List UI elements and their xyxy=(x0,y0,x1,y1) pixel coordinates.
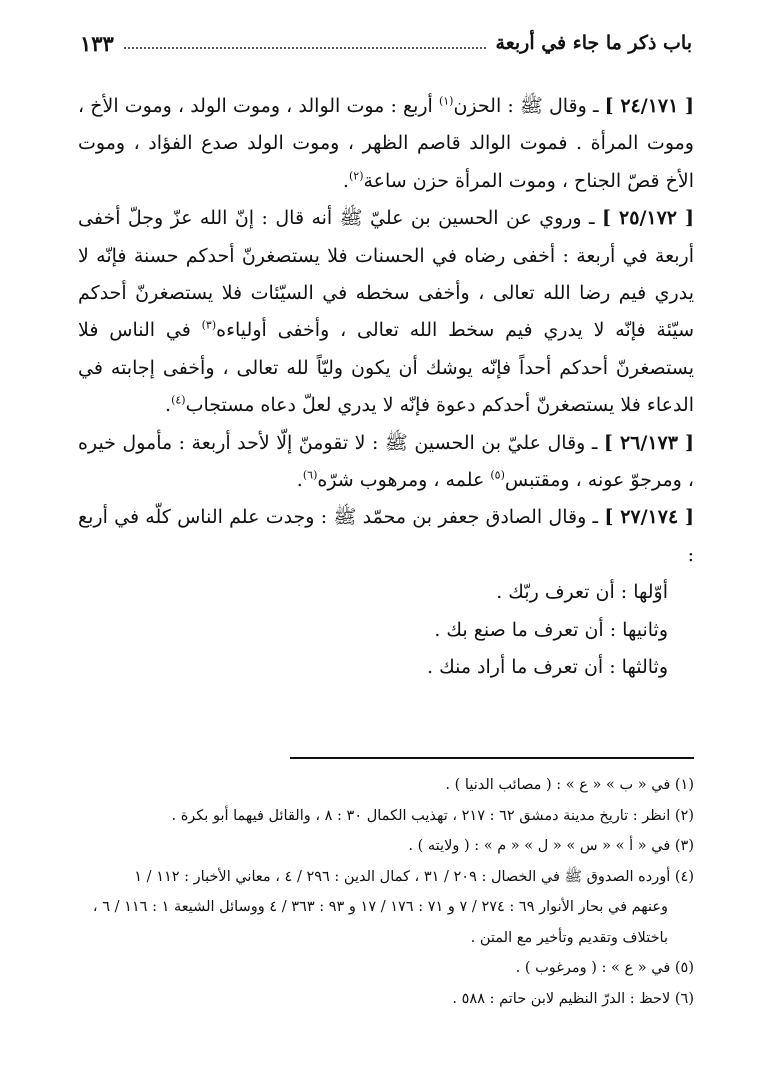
entry-number: [ ٢٤/١٧١ ] xyxy=(604,95,695,117)
footnote-separator xyxy=(290,757,694,759)
hadith-entry xyxy=(78,200,694,424)
entry-number: [ ٢٥/١٧٢ ] xyxy=(602,207,694,230)
entry-number: [ ٢٦/١٧٣ ] xyxy=(603,431,694,454)
footnote: (٥) في « ع » : ( ومرغوب ) . xyxy=(515,960,694,976)
footnote: (١) في « ب » « ع » : ( مصائب الدنيا ) . xyxy=(445,777,694,793)
footnotes xyxy=(78,770,694,1014)
entry-text: ـ وقال ﷺ : الحزن xyxy=(453,95,605,117)
entry-text: . xyxy=(165,394,172,417)
footnote-ref: (٢) xyxy=(348,169,364,183)
footnote: (٣) في « أ » « س » « ل » « م » : ( ولايته ) . xyxy=(408,838,694,854)
entry-text: أربع : موت الوالد ، وموت الولد ، وموت الأخ ، وموت المرأة . فموت الوالد قاصم الظهر ، وموت الولد صدع الفؤاد ، وموت الأخ قصّ الجناح ، وموت المرأة حزن ساعة xyxy=(78,95,694,192)
footnote-ref: (٦) xyxy=(302,468,318,482)
footnote: (٦) لاحظ : الدرّ النظيم لابن حاتم : ٥٨٨ . xyxy=(452,990,694,1007)
entry-text: ـ وروي عن الحسين بن عليّ ﷺ أنه قال : إنّ الله عزّ وجلّ أخفى أربعة في أربعة : أخفى رضاه في الحسنات فلا يستصغرنّ أحدكم حسنة فإنّه لا يدري فيم رضا الله تعالى ، وأخفى سخطه في السيّئات فلا يستصغرنّ أحدكم سيّئة فإنّه لا يدري فيم سخط الله تعالى ، وأخفى أولياءه xyxy=(78,207,694,342)
entry-text: في الناس فلا يستصغرنّ أحدكم أحداً فإنّه يوشك أن يكون وليّاً لله تعالى ، وأخفى إجابته في الدعاء فلا يستصغرنّ أحدكم دعوة فإنّه لا يدري لعلّ دعاه مستجاب xyxy=(78,319,694,417)
entry-text: . xyxy=(296,469,303,492)
page-number: ١٣٣ xyxy=(80,30,114,56)
entry-text: ـ وقال الصادق جعفر بن محمّد ﷺ : وجدت علم الناس كلّه في أربع : xyxy=(78,506,694,566)
footnote-continuation: باختلاف وتقديم وتأخير مع المتن . xyxy=(470,929,668,946)
footnote-ref: (١) xyxy=(438,94,454,108)
entry-text: . xyxy=(342,169,349,192)
list-line: وثالثها : أن تعرف ما أراد منك . xyxy=(427,656,668,679)
hadith-entry xyxy=(78,425,694,500)
running-header xyxy=(80,26,692,60)
list-line: أوّلها : أن تعرف ربّك . xyxy=(496,581,668,604)
header-dotted-leader xyxy=(124,47,486,49)
hadith-entry xyxy=(78,88,694,200)
list-line: وثانيها : أن تعرف ما صنع بك . xyxy=(434,618,668,641)
footnote-ref: (٥) xyxy=(490,468,505,482)
chapter-title: باب ذكر ما جاء في أربعة xyxy=(495,32,692,54)
footnote-ref: (٣) xyxy=(201,319,217,333)
footnote: (٤) أورده الصدوق ﷺ في الخصال : ٢٠٩ / ٣١ ، كمال الدين : ٢٩٦ / ٤ ، معاني الأخبار : ١١٢ / ١ xyxy=(134,868,694,885)
main-text xyxy=(78,88,694,687)
footnote: (٢) انظر : تاريخ مدينة دمشق ٦٢ : ٢١٧ ، تهذيب الكمال ٣٠ : ٨ ، والقائل فيهما أبو بكرة . xyxy=(171,807,694,824)
entry-text: علمه ، ومرهوب شرّه xyxy=(317,469,491,492)
entry-text: ـ وقال عليّ بن الحسين ﷺ : لا تقومنّ إلّا لأحد أربعة : مأمول خيره ، ومرجوّ عونه ، ومقتبس xyxy=(78,431,694,492)
footnote-ref: (٤) xyxy=(171,393,186,407)
footnote-continuation: وعنهم في بحار الأنوار ٦٩ : ٢٧٤ / ٧ و ٧١ : ١٧٦ / ١٧ و ٩٣ : ٣٦٣ / ٤ ووسائل الشيعة ١ : ١١٦ / ٦ ، xyxy=(92,899,668,915)
entry-number: [ ٢٧/١٧٤ ] xyxy=(604,506,695,529)
hadith-entry xyxy=(78,499,694,574)
